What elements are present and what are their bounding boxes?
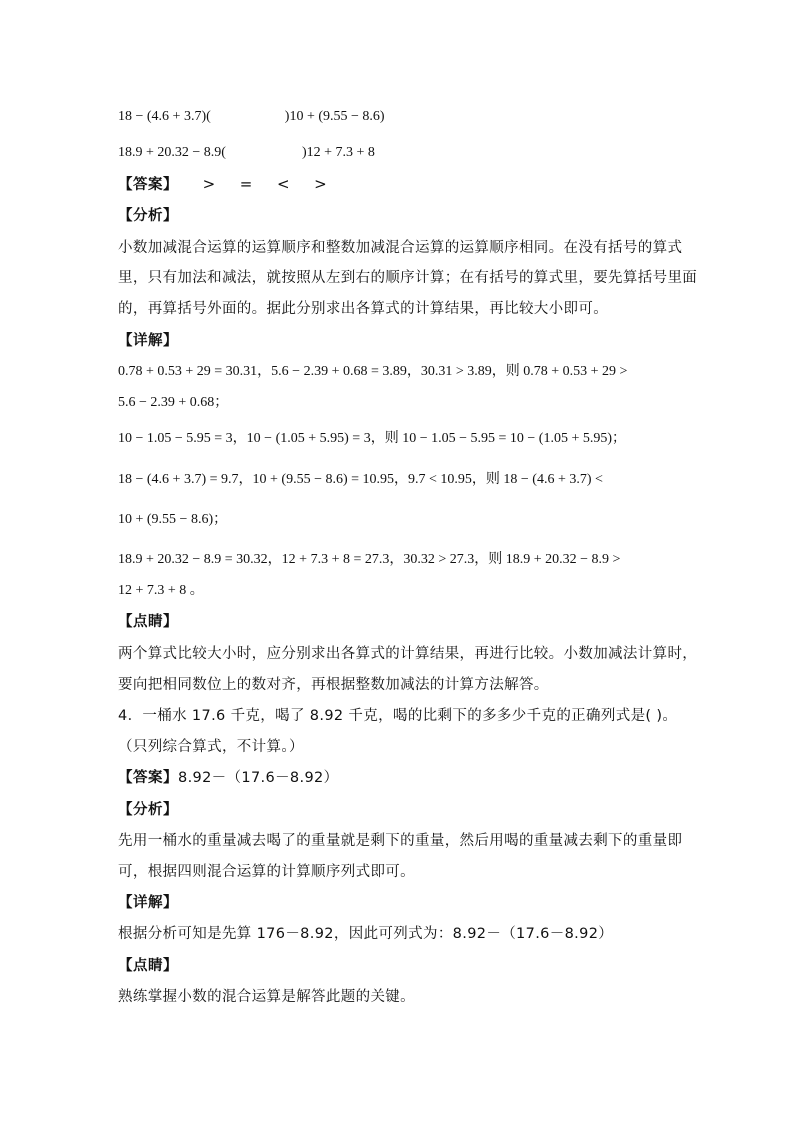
q3-answer-row <box>118 174 327 195</box>
q3-row1-paren-close: ) <box>284 109 290 124</box>
q3-tip-label: 【点睛】 <box>118 614 178 630</box>
q3-row1-right: 10 + (9.55 − 8.6) <box>289 109 385 124</box>
q3-row2-right: 12 + 7.3 + 8 <box>306 145 375 160</box>
q3-detail-line: 18 − (4.6 + 3.7) = 9.7，10 + (9.55 − 8.6) = 10.95，9.7 < 10.95，则 18 − (4.6 + 3.7) < <box>118 472 603 487</box>
q4-detail-line: 根据分析可知是先算 176－8.92，因此可列式为：8.92－（17.6－8.92） <box>118 926 614 942</box>
q4-analysis-label: 【分析】 <box>118 802 178 818</box>
q3-answer-symbol: = <box>239 175 253 193</box>
q3-analysis-line: 的，再算括号外面的。据此分别求出各算式的计算结果，再比较大小即可。 <box>118 301 609 317</box>
q3-detail-line: 10 − 1.05 − 5.95 = 3，10 − (1.05 + 5.95) = 3，则 10 − 1.05 − 5.95 = 10 − (1.05 + 5.95)； <box>118 431 626 446</box>
q3-analysis-label: 【分析】 <box>118 208 178 224</box>
q4-analysis-line: 先用一桶水的重量减去喝了的重量就是剩下的重量，然后用喝的重量减去剩下的重量即 <box>118 833 683 849</box>
q3-answer-symbol: > <box>314 175 327 193</box>
q4-detail-label: 【详解】 <box>118 895 178 911</box>
q3-row1-paren-open: ( <box>206 109 211 124</box>
q3-detail-line: 5.6 − 2.39 + 0.68； <box>118 395 229 410</box>
q3-row2-paren-close: ) <box>301 145 307 160</box>
q4-answer-value: 8.92－（17.6－8.92） <box>178 770 339 786</box>
q3-detail-line: 10 + (9.55 − 8.6)； <box>118 512 228 527</box>
q3-row2-paren-open: ( <box>221 145 226 160</box>
q3-tip-line: 要向把相同数位上的数对齐，再根据整数加减法的计算方法解答。 <box>118 677 549 693</box>
q3-answer-label: 【答案】 <box>118 177 178 193</box>
q3-detail-label: 【详解】 <box>118 333 178 349</box>
q3-row2-left: 18.9 + 20.32 − 8.9 <box>118 145 222 160</box>
q3-detail-line: 12 + 7.3 + 8 。 <box>118 583 204 598</box>
q3-row1 <box>118 107 385 127</box>
q3-detail-line: 18.9 + 20.32 − 8.9 = 30.32，12 + 7.3 + 8 = 27.3，30.32 > 27.3，则 18.9 + 20.32 − 8.9 > <box>118 552 621 567</box>
q3-answer-symbol: < <box>276 175 290 193</box>
q4-analysis-line: 可，根据四则混合运算的计算顺序列式即可。 <box>118 864 415 880</box>
q3-row2 <box>118 143 375 163</box>
q3-row1-left: 18 − (4.6 + 3.7) <box>118 109 207 124</box>
q4-answer-row <box>118 768 338 788</box>
q4-tip-line: 熟练掌握小数的混合运算是解答此题的关键。 <box>118 989 415 1005</box>
q3-analysis-line: 小数加减混合运算的运算顺序和整数加减混合运算的运算顺序相同。在没有括号的算式 <box>118 240 683 256</box>
q3-tip-line: 两个算式比较大小时，应分别求出各算式的计算结果，再进行比较。小数加减法计算时， <box>118 646 698 662</box>
q4-question-line: （只列综合算式，不计算。） <box>118 739 304 755</box>
q3-answer-symbol: > <box>202 175 216 193</box>
q3-analysis-line: 里，只有加法和减法，就按照从左到右的顺序计算；在有括号的算式里，要先算括号里面 <box>118 270 698 286</box>
q4-tip-label: 【点睛】 <box>118 958 178 974</box>
q4-question-line: 4．一桶水 17.6 千克，喝了 8.92 千克，喝的比剩下的多多少千克的正确列式是( )。 <box>118 708 678 724</box>
q4-answer-label: 【答案】 <box>118 770 178 786</box>
q3-detail-line: 0.78 + 0.53 + 29 = 30.31，5.6 − 2.39 + 0.68 = 3.89，30.31 > 3.89，则 0.78 + 0.53 + 29 > <box>118 364 628 379</box>
